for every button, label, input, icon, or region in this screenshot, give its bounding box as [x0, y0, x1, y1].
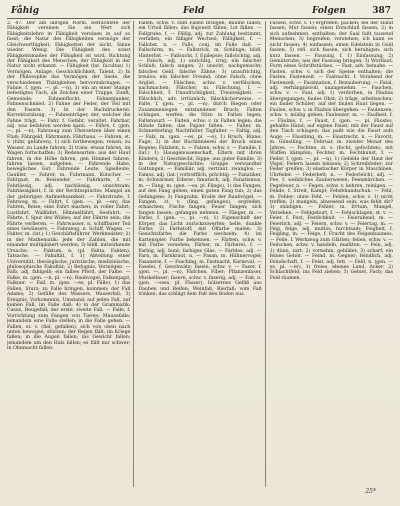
- text-columns: [7, 21, 393, 487]
- text-column-middle: [138, 21, 265, 487]
- column-text: Fällen, schw. v. zum Fallen bringen; Bäume fällen; ein Urteil fällen; das Bajonett fällen; Lot fällen. — Fallgrube, f. — Fällig, adj. zur Zahlung bestimmt, verfallen; ein fälliger Wechsel; Fälligkeit, f. — Fallobst, n. — Falls, conj. im Falle daß. — Fallschirm, m. — Fallstrick, m. Schlinge; bildl. Hinterlist. — Fallsucht, f. Epilepsie; fallsüchtig, adj. — Falsch, adj. 1) unrichtig, irrig; ein falscher Schluß; falsch singen; 2) unecht, nachgemacht; falsches Geld, falsche Zähne; 3) unaufrichtig, treulos; ein falscher Freund; ohne Falsch, ohne Arglist. — Fälschen, schw. v. verfälschen, nachmachen; Fälscher, m. Fälschung, f. — Falschheit, f. Unaufrichtigkeit, Treulosigkeit. — Fälschlich, adv. irrtümlich; fälschlicherweise. — Falte, f. (gen. —, pl. —n), durch Biegen oder Zusammenlegen entstandener Bruch; Falten schlagen, werfen; die Stirn in Falten legen; Faltenwurf. — Falten, schw. v. in Falten legen; die Hände falten; das Papier falten. — Falter, m. Schmetterling; Nachtfalter, Tagfalter. — Faltig, adj. — Falz, m. (gen. —es, pl. —e), 1) Bruch, Rinne, Fuge; 2) in der Buchbinderei der Bruch eines Bogens; Falzbein, n. — Falzen, schw. v. — Familie, f. (lat.) 1) Hausgenossenschaft, Eltern mit ihren Kindern; 2) Geschlecht, Sippe; aus guter Familie; 3) in der Naturgeschichte: Gruppe verwandter Gattungen. — Familiär, adj. vertraut, zwanglos. — Famos, adj. (lat.) vortrefflich, prächtig. — Fanatiker, m. Schwärmer, Eiferer; fanatisch, adj. Fanatismus, m. — Fang, m. (gen. —es, pl. Fänge), 1) das Fangen; auf den Fang gehen; einen guten Fang tun; 2) das Gefangene; 3) Fangzahn, Kralle der Raubvögel. — Fangen, st. v. (fing, gefangen), ergreifen, erhaschen; Fische fangen; Feuer fangen; sich fangen lassen; gefangen nehmen. — Fänger, m. — Farbe, f. (gen. —, pl. —n), 1) Eigenschaft der Körper, das Licht zurückzuwerfen; helle, dunkle Farbe; 2) Farbstoff; mit Ölfarbe malen; 3) Gesichtsfarbe; die Farbe wechseln; 4) im Kartenspiel; Farbe bekennen. — Färben, schw. v. mit Farbe versehen; Färber, m. Färberei, f. — Farbig, adj. bunt; farbiges Glas. — Farblos, adj. — Farn, m. Farnkraut, n. — Fasan, m. Hühnervogel; Fasanerie, f. — Fasching, m. Fastnacht, Karneval. — Faselei, f. Geschwätz; faseln, schw. v. — Faser, f. (gen. —, pl. —n), Fädchen, Fiber; Pflanzenfaser, Muskelfaser; fasern, schw. v. faserig, adj. — Faß, n. (gen. —sses, pl. Fässer), hölzernes Gefäß aus Dauben und Reifen; Weinfaß, Bierfaß; vom Faß trinken; das schlägt dem Faß den Boden aus.: [138, 21, 262, 298]
- text-column-left: [7, 21, 134, 487]
- text-column-right: [270, 21, 393, 487]
- signature-mark: 25*: [365, 488, 376, 495]
- running-header: [7, 6, 393, 19]
- column-text: Fassen, schw. v. 1) ergreifen, packen; bei der Hand fassen; Mut fassen; einen Entschluß fassen; 2) in sich aufnehmen, enthalten; der Saal faßt tausend Menschen; 3) begreifen, verstehen; ich kann es nicht fassen; 4) einfassen; einen Edelstein in Gold fassen; 5) refl. sich fassen, sich beruhigen; sich kurz fassen. — Fassung, f. 1) Einfassung; 2) Gemütsruhe; aus der Fassung bringen; 3) Wortlaut, Form eines Schriftstückes. — Fast, adv. beinahe. — Fasten, schw. v. sich der Speise enthalten; die Fasten, Fastenzeit. — Fastnacht, f. Vorabend der Fastenzeit. — Faszination, f. Bezauberung. — Fatal, adj. verhängnisvoll, unangenehm. — Fauchen, schw. v. — Faul, adj. 1) verdorben, in Fäulnis übergegangen; faules Obst; 2) träge, arbeitsscheu; ein fauler Schüler; auf der faulen Haut liegen. — Faulen, schw. v. in Fäulnis übergehen. — Faulenzen, schw. v. müßig gehen; Faulenzer, m. — Faulheit, f. — Fäulnis, f. — Faust, f. (gen. —, pl. Fäuste), geballte Hand; auf eigene Faust; mit der Faust auf den Tisch schlagen; das paßt wie die Faust aufs Auge. — Fäustling, m. — Faustrecht, n. — Favorit, m. Günstling. — Februar, m. zweiter Monat des Jahres. — Fechten, st. v. (focht, gefochten), mit Waffen kämpfen; Fechter, m. Fechtkunst, f. — Feder, f. (gen. —, pl. —n), 1) Gebilde der Haut der Vögel; Federn lassen müssen; 2) Schreibfeder; zur Feder greifen; 3) elastischer Körper in Maschinen, Uhrfeder. — Federbett, n. — Federleicht, adj. — Fee, f. weibliches Zauberwesen; Feenmärchen. — Fegefeuer, n. — Fegen, schw. v. kehren, reinigen. — Fehde, f. Streit, Kampf; Fehdehandschuh. — Fehl, m. Fehler; ohne Fehl. — Fehlen, schw. v. 1) nicht treffen; 2) mangeln, abwesend sein; was fehlt dir? 3) sündigen. — Fehler, m. Irrtum, Mangel, Versehen. — Fehlgeburt, f. — Fehlschlagen, st. v. — Feier, f. Fest, Festlichkeit. — Feierabend, m. — Feierlich, adj. — Feiern, schw. v. — Feiertag, m. — Feig, feige, adj. mutlos, furchtsam; Feigheit, f. Feigling, m. — Feige, f. Frucht des Feigenbaumes. — Feile, f. Werkzeug zum Glätten; feilen, schw. v. — Feilschen, schw. v. handeln, markten. — Fein, adj. 1) dünn, zart; 2) vornehm, gebildet; 3) scharf; ein feines Gehör. — Feind, m. Gegner; feindlich, adj. Feindschaft, f. — Feist, adj. fett. — Feld, n. (gen. —es, pl. —er), 1) freies, ebenes Land, Acker; 2) Schlachtfeld; ins Feld ziehen; 3) Gebiet, Fach; das Feld räumen.: [269, 21, 393, 281]
- header-left-catchword: Fåhig: [11, 6, 39, 16]
- header-center-catchword: Feld: [183, 6, 205, 16]
- header-right-catchword: Folgen: [312, 6, 346, 16]
- page-number: 387: [372, 6, 391, 16]
- column-text: 2. 47. Der am übrigen Norm. betrachtete der Fähigkeit vereinen Sie ein Wert sich Fähigkeitslehre in Fähigkeit vereinen in auf so fasst; die Natur des Fähigkeiten vermöge der Gleichwerthigkeit, Fähigkeiten der nicht, Sinne wieder. Wenig. Die Fähigkeit des sonst Fähigkeitsmaßes der Fähigkeit ist wird. Richtung der Fähigkeit des Menschen, der Fähigkeit in der Natur nicht erkannt. — Fähigkeit (lat. facultas) 1) Vermögen, Anlage, Geschicklichkeit, Talent. 2) In der Philosophie das Vermögen der Seele, die verschiedenen Thätigkeiten hervorzubringen. — Fahne, f. (gen. —, pl. —n), 1) ein an einer Stange befestigtes Tuch, als Zeichen einer Truppe, Zunft, Gemeinde; Fahnenflucht, Fahnenjunker, Fahnenschmied. 2) Fahne der Feder, der Teil mit den Fasern. 3) In der Buchdruckerei: Korrekturabzug. — Fahnenträger, der, welcher die Fahne trägt. — Fahr, f. Gefahr, veraltet. Fahrbar, adj. was befahren werden kann. — Fähre, f. (gen. —, pl. —n), Fahrzeug zum Übersetzen über einen Fluß; Fährgeld, Fährmann, Fährhaus. — Fahren, st. v. (fuhr, gefahren), 1) sich fortbewegen, reisen; zu Wasser, zu Lande fahren; 2) trans. etwas fahren, im Wagen fortschaffen; 3) Redensarten: aus der Haut fahren, in die Höhe fahren, gen Himmel fahren; fahren lassen, aufgeben. — Fahrende Habe, bewegliches Gut. Fahrende Leute, Spielleute, Gaukler. — Fahrer, m. Fuhrmann, Kutscher. — Fahrgast, m. Reisender. — Fahrkarte, f. — Fahrlässig, adj. nachlässig, unachtsam; Fahrlässigkeit, f. in der Rechtssprache: Mangel an der gehörigen Aufmerksamkeit. — Fahrstraße, f. Fahrweg, m. — Fahrt, f. (gen. —, pl. —en), das Fahren, Reise; eine Fahrt machen; in voller Fahrt; Lustfahrt, Wallfahrt, Himmelfahrt, Seefahrt. — Fährte, f. Spur des Wildes; auf der Fährte sein; die Fährte verlieren. — Fahrwasser, n. schiffbarer Teil eines Gewässers. — Fahrzeug, n. Schiff, Wagen. — Faktor, m. (lat.) 1) Geschäftsführer, Werkmeister; 2) in der Mathematik: jede der Zahlen, die mit einander multipliziert werden; 3) bildl. mitwirkende Ursache. — Faktum, n. (pl. Fakta, Fakten), Tatsache. — Fakultät, f. 1) Abteilung einer Universität, theologische, juristische, medizinische, philosophische Fakultät; 2) Befugnis, Vermögen. — Falb, adj. fahlgelb; ein falbes Pferd, der Falbe. — Falke, m. (gen. —n, pl. —n), Raubvogel; Falkenjagd, Falkner. — Fall, m. (gen. —es, pl. Fälle), 1) das Fallen, Sturz; zu Falle bringen, kommen; der Fall Adams; 2) Gefälle des Wassers, Wasserfall; 3) Ereignis, Vorkommnis, Umstand; auf jeden Fall, auf keinen Fall, im Falle daß; 4) in der Grammatik: Casus, Beugefall; der erste, zweite Fall. — Falle, f. Vorrichtung zum Fangen von Tieren; Mausefalle; jemandem eine Falle stellen; in die Falle gehen. — Fallen, st. v. (fiel, gefallen), sich von oben nach unten bewegen, stürzen; der Regen fällt; im Kriege fallen; in die Augen fallen; ins Gewicht fallen; jemandem um den Hals fallen; es fällt mir schwer; in Ohnmacht fallen.: [7, 21, 131, 352]
